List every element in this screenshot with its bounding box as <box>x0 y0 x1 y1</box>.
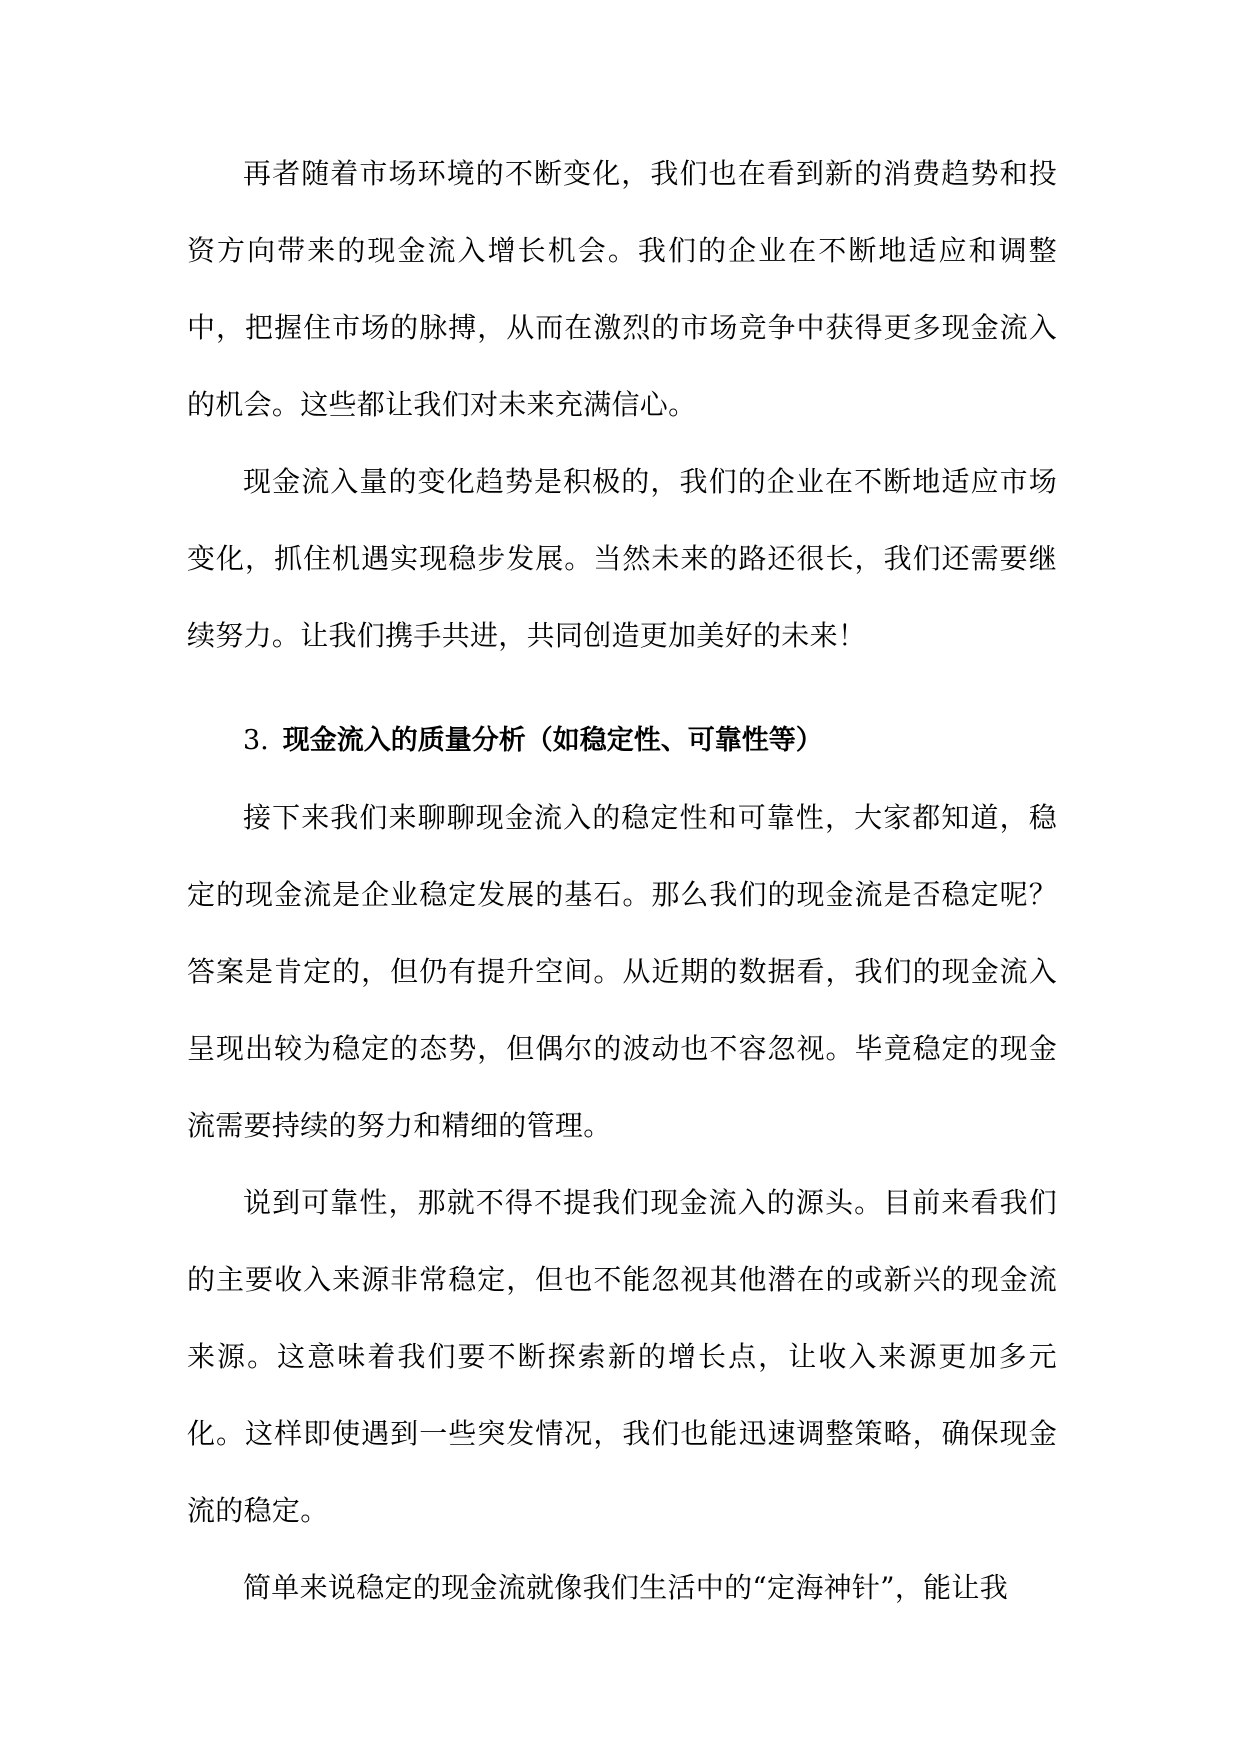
section-heading <box>187 674 1057 779</box>
paragraph: 说到可靠性，那就不得不提我们现金流入的源头。目前来看我们的主要收入来源非常稳定，但也不能忽视其他潜在的或新兴的现金流来源。这意味着我们要不断探索新的增长点，让收入来源更加多元化。这样即使遇到一些突发情况，我们也能迅速调整策略，确保现金流的稳定。 <box>187 1186 1057 1527</box>
paragraph: 接下来我们来聊聊现金流入的稳定性和可靠性，大家都知道，稳定的现金流是企业稳定发展的基石。那么我们的现金流是否稳定呢？答案是肯定的，但仍有提升空间。从近期的数据看，我们的现金流入呈现出较为稳定的态势，但偶尔的波动也不容忽视。毕竟稳定的现金流需要持续的努力和精细的管理。 <box>187 801 1057 1142</box>
paragraph: 简单来说稳定的现金流就像我们生活中的“定海神针”，能让我 <box>243 1571 1009 1604</box>
document-body <box>187 135 1057 1626</box>
section-title: 现金流入的质量分析（如稳定性、可靠性等） <box>282 725 823 756</box>
section-number: 3. <box>243 725 269 756</box>
paragraph: 再者随着市场环境的不断变化，我们也在看到新的消费趋势和投资方向带来的现金流入增长机会。我们的企业在不断地适应和调整中，把握住市场的脉搏，从而在激烈的市场竞争中获得更多现金流入的机会。这些都让我们对未来充满信心。 <box>187 157 1057 421</box>
paragraph: 现金流入量的变化趋势是积极的，我们的企业在不断地适应市场变化，抓住机遇实现稳步发展。当然未来的路还很长，我们还需要继续努力。让我们携手共进，共同创造更加美好的未来！ <box>187 465 1057 652</box>
